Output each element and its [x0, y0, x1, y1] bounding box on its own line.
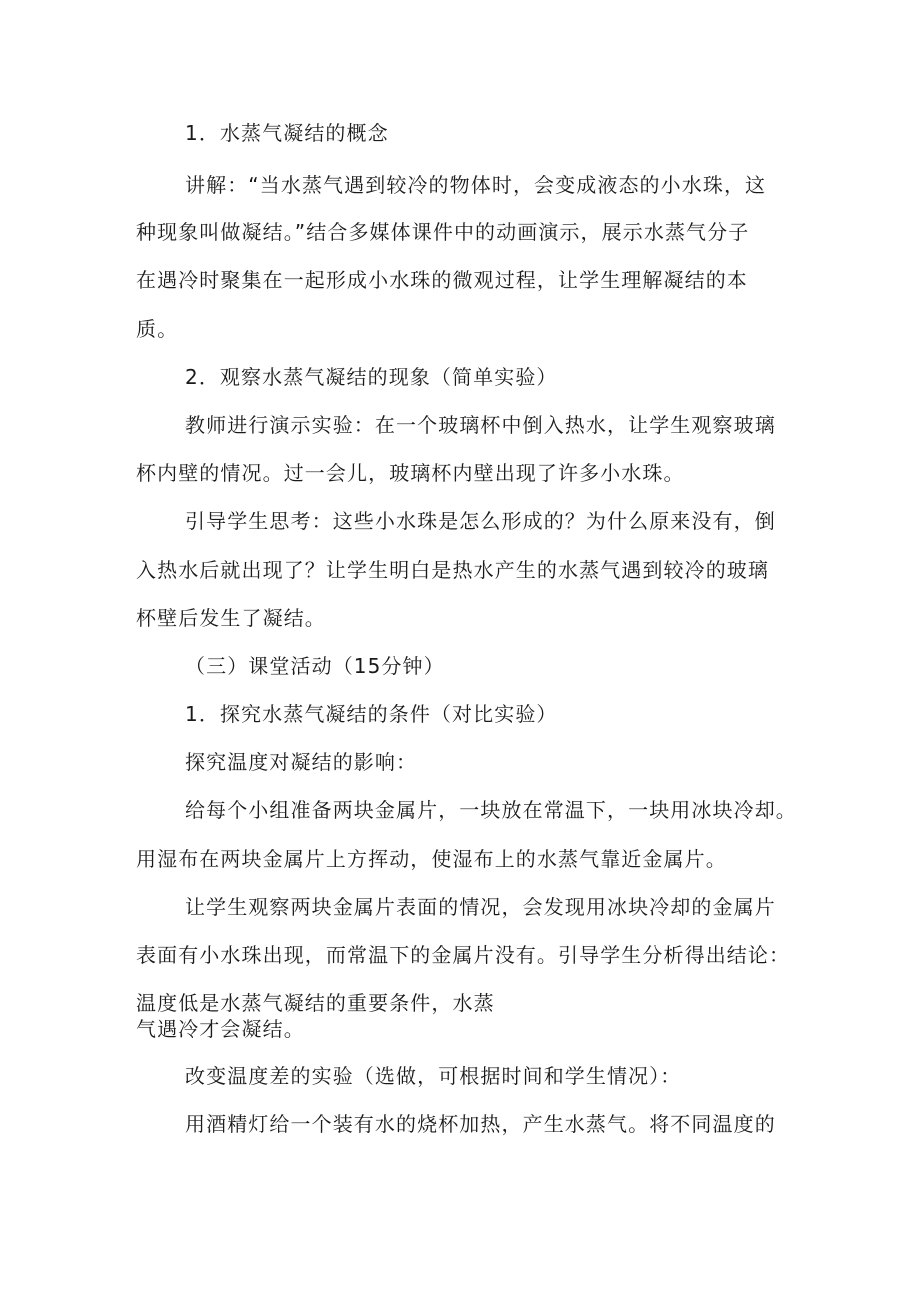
heading-condensation-concept: 1．水蒸气凝结的概念 [185, 121, 389, 145]
paragraph-line: 温度低是水蒸气凝结的重要条件，水蒸 [136, 991, 495, 1015]
heading-observe-condensation: 2．观察水蒸气凝结的现象（简单实验） [185, 365, 558, 389]
paragraph-line: 杯壁后发生了凝结。 [136, 606, 326, 630]
heading-explore-conditions: 1．探究水蒸气凝结的条件（对比实验） [185, 702, 558, 726]
subheading-temperature-difference: 改变温度差的实验（选做，可根据时间和学生情况）： [185, 1064, 682, 1088]
paragraph-line: 质。 [136, 317, 179, 341]
subheading-temperature-effect: 探究温度对凝结的影响： [185, 750, 418, 774]
paragraph-line: 用湿布在两块金属片上方挥动，使湿布上的水蒸气靠近金属片。 [136, 847, 727, 871]
paragraph-line: 给每个小组准备两块金属片，一块放在常温下，一块用冰块冷却。 [185, 798, 797, 822]
paragraph-line: 用酒精灯给一个装有水的烧杯加热，产生水蒸气。将不同温度的 [185, 1112, 776, 1136]
heading-classroom-activity: （三）课堂活动（15分钟） [185, 654, 445, 678]
paragraph-line: 种现象叫做凝结。”结合多媒体课件中的动画演示，展示水蒸气分子 [136, 220, 750, 244]
paragraph-line: 气遇冷才会凝结。 [136, 1017, 305, 1041]
paragraph-line: 讲解：“当水蒸气遇到较冷的物体时，会变成液态的小水珠，这 [185, 173, 767, 197]
paragraph-line: 入热水后就出现了？让学生明白是热水产生的水蒸气遇到较冷的玻璃 [136, 558, 769, 582]
paragraph-line: 引导学生思考：这些小水珠是怎么形成的？为什么原来没有，倒 [185, 509, 776, 533]
paragraph-line: 教师进行演示实验：在一个玻璃杯中倒入热水，让学生观察玻璃 [185, 413, 776, 437]
paragraph-line: 杯内壁的情况。过一会儿，玻璃杯内壁出现了许多小水珠。 [136, 461, 685, 485]
paragraph-line: 在遇冷时聚集在一起形成小水珠的微观过程，让学生理解凝结的本 [136, 268, 748, 292]
paragraph-line: 表面有小水珠出现，而常温下的金属片没有。引导学生分析得出结论： [136, 943, 791, 967]
paragraph-line: 让学生观察两块金属片表面的情况，会发现用冰块冷却的金属片 [185, 895, 776, 919]
